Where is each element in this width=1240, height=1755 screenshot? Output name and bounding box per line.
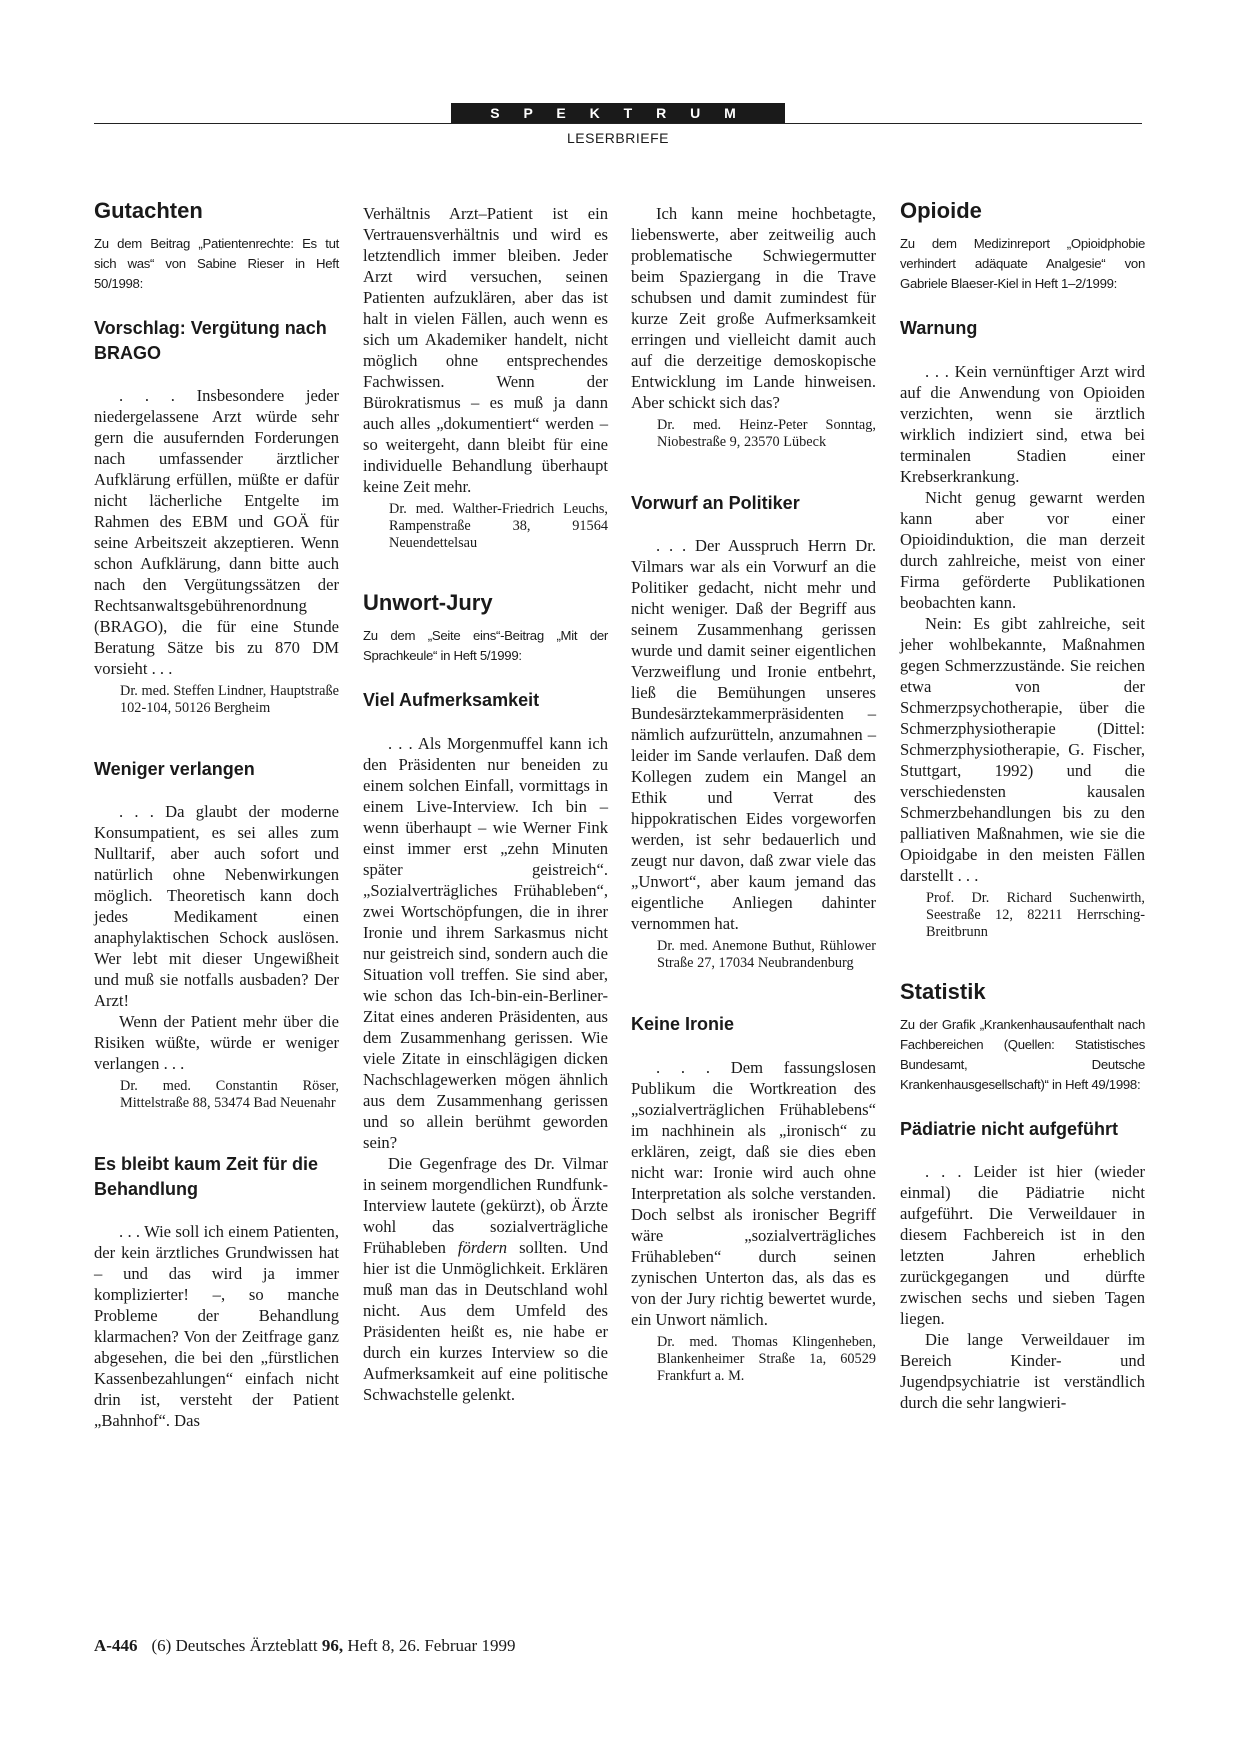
letter-text-viel-2c: sollten. Und hier ist die Unmöglichkeit. Erklären muß man das in Deutschland wohl nicht. Aus dem Umfeld des Präsidenten heißt es, nie habe er durch ein kurzes Interview so die Aufmerksamkeit auf eine politische Schwachstelle gelenkt. — [363, 1237, 608, 1404]
heading-opioide: Opioide — [900, 198, 982, 223]
letter-text-ironie: . . . Dem fassungslosen Publikum die Wortkreation des „sozialverträglichen Frühablebens“ im nachhinein als „ironisch“ zu erklären, zeigt, daß sie dies eben nicht war: Ironie wird auch ohne Interpretation als solche verstanden. Doch selbst als ironischer Begriff wäre „sozialverträgliches Frühableben“ durch seinen zynischen Unterton das, als das es von der Jury richtig bewertet wurde, ein Unwort nämlich. — [631, 1057, 876, 1329]
column-1 — [94, 198, 339, 1431]
column-2 — [363, 203, 608, 1405]
letter-text-vorwurf: . . . Der Ausspruch Herrn Dr. Vilmars war als ein Vorwurf an die Politiker gedacht, nicht mehr und nicht weniger. Daß der Begriff aus seinem Zusammenhang gerissen wurde und damit seiner eigentlichen Verzweiflung und Ironie entbehrt, ließ die Bemühungen unseres Bundesärztekammerpräsidenten – nämlich aufzurütteln, anzumahnen – leider im Sande verlaufen. Daß dem Kollegen zudem ein Mangel an Ethik und Verrat des hippokratischen Eides vorgeworfen werden, ist sehr bedauerlich und zeugt nur davon, daß zwar viele das „Unwort“, aber kaum jemand das eigentliche Anliegen dahinter vernommen hat. — [631, 536, 876, 934]
letter-text-weniger-2: Wenn der Patient mehr über die Risiken wüßte, würde er weniger verlangen . . . — [94, 1012, 339, 1074]
letter-text-viel-2a: Die Gegenfrage des Dr. Vilmar in seinem morgendlichen Rundfunk-Interview lautete (gekürzt), ob Ärzte wohl das sozialverträgliche Frühableben — [363, 1153, 608, 1257]
reference-opioide: Zu dem Medizinreport „Opioidphobie verhindert adäquate Analgesie“ von Gabriele Blaeser-Kiel in Heft 1–2/1999: — [900, 236, 1145, 292]
footer-volume: 96, — [321, 1636, 344, 1655]
letter-text-viel-1: . . . Als Morgenmuffel kann ich den Präsidenten nur beneiden zu einem solchen Einfall, vormittags in einem Live-Interview. Ich bin – wenn überhaupt – wie Werner Fink einst immer erst „zehn Minuten später geistreich“. „Sozialverträgliches Frühableben“, zwei Wortschöpfungen, die in ihrer Ironie und ihrem Sarkasmus nicht nur geistreich sind, sondern auch die Situation voll treffen. Sie sind aber, wie schon das Ich-bin-ein-Berliner-Zitat eines anderen Präsidenten, aus dem Zusammenhang gerissen. Wie viele Zitate in einschlägigen dicken Nachschlagewerken mögen ähnlich aus dem Zusammenhang gerissen und so allein berühmt geworden sein? — [363, 733, 608, 1152]
column-3 — [631, 203, 876, 1385]
letter-text-viel-2 — [363, 1153, 608, 1405]
page-footer — [94, 1636, 515, 1656]
letter-title-vorschlag: Vorschlag: Vergütung nach BRAGO — [94, 318, 327, 363]
letter-text-paediatrie-1: . . . Leider ist hier (wieder einmal) die Pädiatrie nicht aufgeführt. Die Verweildauer in diesem Fachbereich ist in den letzten Jahren erheblich zurückgegangen und dürfte zwischen sechs und sieben Tagen liegen. — [900, 1162, 1145, 1329]
letter-text-weniger-1: . . . Da glaubt der moderne Konsumpatient, es sei alles zum Nulltarif, aber auch sofort und natürlich ohne Nebenwirkungen möglich. Theoretisch kann doch jedes Medikament einen anaphylaktischen Schock auslösen. Wer lebt mit dieser Ungewißheit und muß sie notfalls ausbaden? Der Arzt! — [94, 802, 339, 1011]
letter-text-vorschlag: . . . Insbesondere jeder niedergelassene Arzt würde sehr gern die ausufernden Forderungen nach umfassender ärztlicher Aufklärung erfüllen, müßte er dafür nicht lächerliche Entgelte im Rahmen des EBM und GOÄ für seine Arbeitszeit akzeptieren. Wenn schon Aufklärung, dann bitte auch nach den Vergütungssätzen der Rechtsanwaltsgebührenordnung (BRAGO), die für eine Stunde Beratung Sätze bis zu 870 DM vorsieht . . . — [94, 385, 339, 678]
page-number: A-446 — [94, 1636, 138, 1655]
letter-title-paediatrie: Pädiatrie nicht aufgeführt — [900, 1119, 1119, 1140]
letter-title-ironie: Keine Ironie — [631, 1014, 735, 1035]
heading-gutachten: Gutachten — [94, 198, 203, 223]
signature-buthut: Dr. med. Anemone Buthut, Rühlower Straße 27, 17034 Neubrandenburg — [657, 938, 876, 972]
letter-title-kaumzeit: Es bleibt kaum Zeit für die Behandlung — [94, 1154, 319, 1199]
footer-publication: (6) Deutsches Ärzteblatt — [151, 1636, 318, 1655]
signature-lindner: Dr. med. Steffen Lindner, Hauptstraße 102-104, 50126 Bergheim — [120, 682, 339, 716]
reference-unwort: Zu dem „Seite eins“-Beitrag „Mit der Sprachkeule“ in Heft 5/1999: — [363, 628, 608, 664]
heading-statistik: Statistik — [900, 978, 986, 1004]
reference-statistik: Zu der Grafik „Krankenhausaufenthalt nach Fachbereichen (Quellen: Statistisches Bundesamt, Deutsche Krankenhausgesellschaft)“ in Heft 49/1998: — [900, 1017, 1145, 1093]
header-rule — [94, 123, 1142, 124]
letter-text-viel-2-emphasis: fördern — [457, 1237, 508, 1257]
footer-issue: Heft 8, 26. Februar 1999 — [347, 1636, 516, 1655]
letter-text-paediatrie-2: Die lange Verweildauer im Bereich Kinder- und Jugendpsychiatrie ist verständlich durch die sehr langwieri- — [900, 1330, 1145, 1413]
section-header-bar: S P E K T R U M — [451, 103, 785, 123]
reference-gutachten: Zu dem Beitrag „Patientenrechte: Es tut sich was“ von Sabine Rieser in Heft 50/1998: — [94, 236, 339, 292]
letter-text-kaumzeit: . . . Wie soll ich einem Patienten, der kein ärztliches Grundwissen hat – und das wird ja immer komplizierter! –, so manche Probleme der Behandlung klarmachen? Von der Zeitfrage ganz abgesehen, die bei den „fürstlichen Kassenbezahlungen“ einfach nicht drin ist, versteht der Patient „Bahnhof“. Das — [94, 1221, 339, 1430]
letter-text-viel-cont: Ich kann meine hochbetagte, liebenswerte, aber zeitweilig auch problematische Schwiegermutter beim Spaziergang in die Trave schubsen und damit zumindest für kurze Zeit große Aufmerksamkeit erringen und vielleicht damit auch auf die derzeitige demoskopische Entwicklung im Lande hinweisen. Aber schickt sich das? — [631, 204, 876, 412]
letter-title-warnung: Warnung — [900, 318, 978, 339]
heading-unwort: Unwort-Jury — [363, 590, 493, 615]
letter-text-warnung-1: . . . Kein vernünftiger Arzt wird auf die Anwendung von Opioiden verzichten, wenn sie ärztlich wirklich indiziert sind, etwa bei terminalen Stadien einer Krebserkrankung. — [900, 361, 1145, 486]
column-4 — [900, 198, 1145, 1413]
letter-text-warnung-3: Nein: Es gibt zahlreiche, seit jeher wohlbekannte, Maßnahmen gegen Schmerzzustände. Sie reichen etwa von der Schmerzpsychotherapie, über die Schmerzphysiotherapie (Dittel: Schmerzphysiotherapie, G. Fischer, Stuttgart, 1992) und die verschiedensten kausalen Schmerzbehandlungen bis zu den palliativen Maßnahmen, wie sie die Opioidgabe in den meisten Fällen darstellt . . . — [900, 613, 1145, 885]
letter-title-weniger: Weniger verlangen — [94, 758, 255, 779]
letter-text-warnung-2: Nicht genug gewarnt werden kann aber vor einer Opioidinduktion, die man derzeit durch zahlreiche, meist von einer Firma geförderte Publikationen beobachten kann. — [900, 487, 1145, 612]
signature-suchenwirth: Prof. Dr. Richard Suchenwirth, Seestraße 12, 82211 Herrsching-Breitbrunn — [926, 889, 1145, 940]
signature-roeser: Dr. med. Constantin Röser, Mittelstraße 88, 53474 Bad Neuenahr — [120, 1078, 339, 1112]
letter-title-viel: Viel Aufmerksamkeit — [363, 690, 540, 711]
letter-title-vorwurf: Vorwurf an Politiker — [631, 493, 800, 513]
signature-klingenheben: Dr. med. Thomas Klingenheben, Blankenheimer Straße 1a, 60529 Frankfurt a. M. — [657, 1333, 876, 1384]
signature-leuchs: Dr. med. Walther-Friedrich Leuchs, Rampenstraße 38, 91564 Neuendettelsau — [389, 501, 608, 551]
signature-sonntag: Dr. med. Heinz-Peter Sonntag, Niobestraße 9, 23570 Lübeck — [657, 417, 876, 450]
letter-text-kaumzeit-cont: Verhältnis Arzt–Patient ist ein Vertrauensverhältnis und wird es letztendlich immer bleiben. Jeder Arzt wird versuchen, seinen Patienten aufzuklären, aber das ist halt in vielen Fällen, auch wenn es sich um Akademiker handelt, nicht möglich ohne entsprechendes Fachwissen. Wenn der Bürokratismus – es muß ja dann auch alles „dokumentiert“ werden – so weitergeht, dann bleibt für eine individuelle Behandlung überhaupt keine Zeit mehr. — [363, 204, 608, 496]
section-subtitle: LESERBRIEFE — [567, 130, 669, 146]
